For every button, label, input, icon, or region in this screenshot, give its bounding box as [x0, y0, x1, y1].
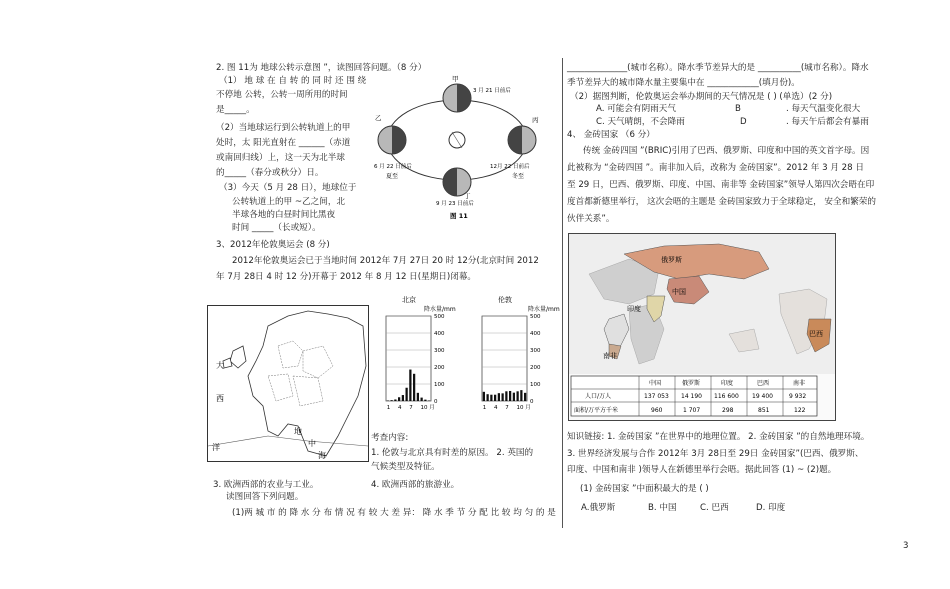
bar-2: [391, 400, 393, 401]
x-tick-label: 4: [494, 405, 498, 411]
bar-5: [498, 393, 500, 401]
q2-1-line-b: 不停地 公转，公转一周所用的时间: [216, 90, 348, 100]
q2-2-line-a: （2）当地球运行到公转轨道上的甲: [216, 123, 351, 133]
bar-11: [424, 400, 426, 401]
bar-6: [502, 393, 504, 401]
chart-london: [478, 294, 568, 422]
bar-5: [402, 395, 404, 401]
bar-7: [505, 391, 507, 401]
cell: 14 190: [681, 393, 702, 400]
q3-1: (1)两 城 市 的 降 水 分 布 情 况 有 较 大 差 异： 降 水 季 节 分 配 比 较 均 匀 的 是: [232, 508, 556, 518]
option-c: C. 天气晴朗，不会降雨: [596, 117, 685, 127]
earth-orbit-figure: [372, 70, 542, 220]
exam-item-3: 3. 欧洲西部的农业与工业。: [213, 480, 319, 490]
y-tick-label: 400: [434, 331, 445, 337]
q5-option-c: C. 巴西: [700, 503, 729, 513]
q2-title: 2. 图 11为 地球公转示意图 ”，读图回答问题。（8 分）: [216, 63, 427, 73]
q2-3-line-c: 半球各地的白昼时间比黑夜: [232, 210, 336, 220]
y-tick-label: 400: [530, 331, 541, 337]
x-tick-label: 7: [505, 405, 509, 411]
th-south-africa: 南非: [793, 380, 806, 387]
q4-para-1: 传统 金砖四国 ”(BRIC)引用了巴西、俄罗斯、印度和中国的英文首字母。因: [583, 146, 870, 156]
label-winter: 冬至: [512, 173, 525, 180]
cell: 137 053: [644, 393, 669, 400]
earth-yi: [378, 126, 406, 154]
q5-option-a: A.俄罗斯: [581, 503, 616, 513]
r-line-3: （2）据图判断，伦敦奥运会举办期间的天气情况是 ( ) (单选）(2 分): [570, 92, 833, 102]
option-b-letter: B: [735, 104, 741, 114]
label-zhong: 中: [308, 439, 316, 448]
page-number: 3: [903, 541, 909, 551]
x-tick-label: 10 月: [420, 405, 435, 411]
option-a: A. 可能会有阴雨天气: [596, 104, 676, 114]
label-ding: 丁: [464, 192, 471, 200]
bar-3: [394, 399, 396, 401]
q3-para-2: 年 7月 28日 4 时 12 分)开幕于 2012 年 8 月 12 日(星期日)闭幕。: [216, 272, 477, 282]
bar-9: [417, 393, 419, 401]
q2-3-line-b: 公转轨道上的甲 ~乙之间，北: [232, 197, 346, 207]
bar-6: [406, 388, 408, 401]
knowledge-link: 知识链接: 1. 金砖国家 ”在世界中的地理位置。 2. 金砖国家 ”的自然地理环境。: [567, 432, 870, 442]
y-tick-label: 500: [530, 314, 541, 320]
option-d-text: . 每天午后都会有暴雨: [786, 117, 869, 127]
q2-2-line-c: 或南回归线）上，这一天为北半球: [216, 153, 345, 163]
label-date-dec: 12月 22 日前后: [490, 164, 530, 170]
cell: 1 707: [683, 407, 701, 414]
label-bing: 丙: [532, 116, 539, 124]
q5-option-b: B. 中国: [648, 503, 677, 513]
bar-8: [413, 374, 415, 401]
bar-2: [487, 394, 489, 401]
label-hai: 海: [318, 451, 326, 460]
row-label-area: 面积/万平方千米: [574, 407, 619, 414]
read-instruction: 读图回答下列问题。: [226, 492, 304, 502]
q4-para-3: 至 29 日，巴西、俄罗斯、印度、中国、南非等 金砖国家”领导人第四次会晤在印: [567, 180, 875, 190]
label-brazil: 巴西: [809, 330, 823, 338]
th-china: 中国: [649, 380, 662, 387]
bar-7: [409, 370, 411, 401]
exam-item-1: 1. 伦敦与北京具有时差的原因。 2. 英国的: [371, 448, 534, 458]
q2-1-line-c: 是_____。: [216, 105, 255, 115]
q5-option-d: D. 印度: [756, 503, 786, 513]
q3-title: 3、2012年伦敦奥运会 (8 分): [216, 240, 330, 250]
exam-item-4: 4. 欧洲西部的旅游业。: [371, 480, 460, 490]
th-india: 印度: [721, 380, 734, 387]
earth-jia: [443, 84, 471, 112]
x-tick-label: 1: [482, 405, 487, 411]
label-yi: 乙: [375, 114, 382, 122]
bar-4: [398, 397, 400, 401]
bar-12: [428, 400, 430, 401]
label-russia: 俄罗斯: [661, 256, 682, 264]
chart-title: 北京: [402, 296, 416, 304]
europe-map: [207, 305, 369, 462]
x-tick-label: 10 月: [516, 405, 531, 411]
q2-3-line-d: 时间 _____（长或短）。: [232, 223, 321, 233]
cell: 122: [794, 407, 806, 414]
y-tick-label: 300: [530, 348, 541, 354]
chart-title: 伦敦: [498, 296, 512, 304]
bar-10: [517, 391, 519, 401]
q2-2-line-d: 的_____（春分或秋分）日。: [216, 168, 324, 178]
chart-beijing: [374, 294, 464, 422]
earth-bing: [508, 126, 536, 154]
bar-1: [483, 392, 485, 401]
bar-11: [520, 390, 522, 401]
label-date-jun: 6 月 22 日前后: [374, 164, 412, 170]
q5-question: (1) 金砖国家 ”中面积最大的是 ( ): [580, 484, 709, 494]
label-jia: 甲: [452, 75, 459, 83]
y-tick-label: 0: [434, 399, 438, 405]
label-di: 地: [294, 427, 302, 436]
option-d-letter: D: [740, 117, 747, 127]
x-tick-label: 4: [398, 405, 402, 411]
q4-para-5: 伙伴关系”。: [567, 214, 615, 224]
cell: 298: [722, 407, 734, 414]
y-tick-label: 100: [530, 382, 541, 388]
cell: 19 400: [752, 393, 773, 400]
label-date-sep: 9 月 23 日前后: [436, 201, 474, 207]
brics-table: [571, 376, 817, 416]
q4-para-2: 此被称为 “金砖四国 ”。南非加入后，改称为 金砖国家”。2012 年 3 月 28 日: [567, 163, 864, 173]
world-map: [568, 233, 836, 421]
bar-9: [513, 393, 515, 401]
label-da: 大: [216, 361, 224, 370]
th-russia: 俄罗斯: [682, 380, 701, 387]
r-line-2: 季节差异大的城市降水量主要集中在 ____________(填月份)。: [567, 78, 800, 88]
bar-12: [524, 393, 526, 401]
y-tick-label: 300: [434, 348, 445, 354]
label-china: 中国: [672, 288, 686, 296]
chart-ylabel: 降水量/mm: [424, 306, 456, 313]
cell: 960: [651, 407, 663, 414]
figure-caption: 图 11: [450, 212, 468, 220]
th-brazil: 巴西: [757, 380, 770, 387]
y-tick-label: 100: [434, 382, 445, 388]
bar-4: [494, 395, 496, 401]
bar-3: [490, 395, 492, 401]
q2-3-line-a: （3）今天（5 月 28 日），地球位于: [219, 183, 357, 193]
cell: 116 600: [714, 393, 739, 400]
x-tick-label: 1: [386, 405, 391, 411]
y-tick-label: 0: [530, 399, 534, 405]
y-tick-label: 500: [434, 314, 445, 320]
r-line-1: ______________(城市名称）。降水季节差异大的是 __________(城市名称）。降水: [567, 63, 869, 73]
row-label-population: 人口/万人: [585, 393, 612, 400]
q5-line-1: 3. 世界经济发展与合作 2012年 3月 28日至 29日 金砖国家”(巴西、俄罗斯、: [567, 449, 864, 459]
label-yang: 洋: [212, 443, 220, 452]
bar-1: [387, 400, 389, 401]
option-b-text: . 每天气温变化很大: [786, 104, 861, 114]
y-tick-label: 200: [434, 365, 445, 371]
q4-title: 4、 金砖国家 （6 分）: [567, 130, 655, 140]
q4-para-4: 度首都新德里举行， 这次会晤的主题是 金砖国家致力于全球稳定， 安全和繁荣的: [567, 197, 876, 207]
q5-line-2: 印度、中国和南非 )领导人在新德里举行会晤。据此回答 (1) ~ (2)题。: [567, 465, 837, 475]
y-tick-label: 200: [530, 365, 541, 371]
label-xi: 西: [216, 394, 224, 403]
q2-1-line-a: （1） 地 球 在 自 转 的 同 时 还 围 绕: [219, 76, 367, 86]
label-south-africa: 南非: [603, 352, 617, 360]
cell: 9 932: [789, 393, 807, 400]
x-tick-label: 7: [409, 405, 413, 411]
label-date-mar: 3 月 21 日前后: [473, 88, 511, 94]
column-divider: [562, 58, 563, 528]
bar-8: [509, 391, 511, 401]
exam-title: 考查内容:: [371, 433, 409, 443]
q2-2-line-b: 处时，太 阳光直射在 ______（赤道: [216, 138, 351, 148]
bar-10: [421, 398, 423, 401]
label-summer: 夏至: [386, 173, 399, 180]
label-india: 印度: [627, 305, 641, 313]
chart-ylabel: 降水量/mm: [528, 306, 560, 313]
exam-item-1b: 气候类型及特征。: [371, 462, 440, 472]
q3-para-1: 2012年伦敦奥运会已于当地时间 2012年 7月 27日 20 时 12分(北京时间 2012: [232, 256, 539, 266]
cell: 851: [758, 407, 770, 414]
